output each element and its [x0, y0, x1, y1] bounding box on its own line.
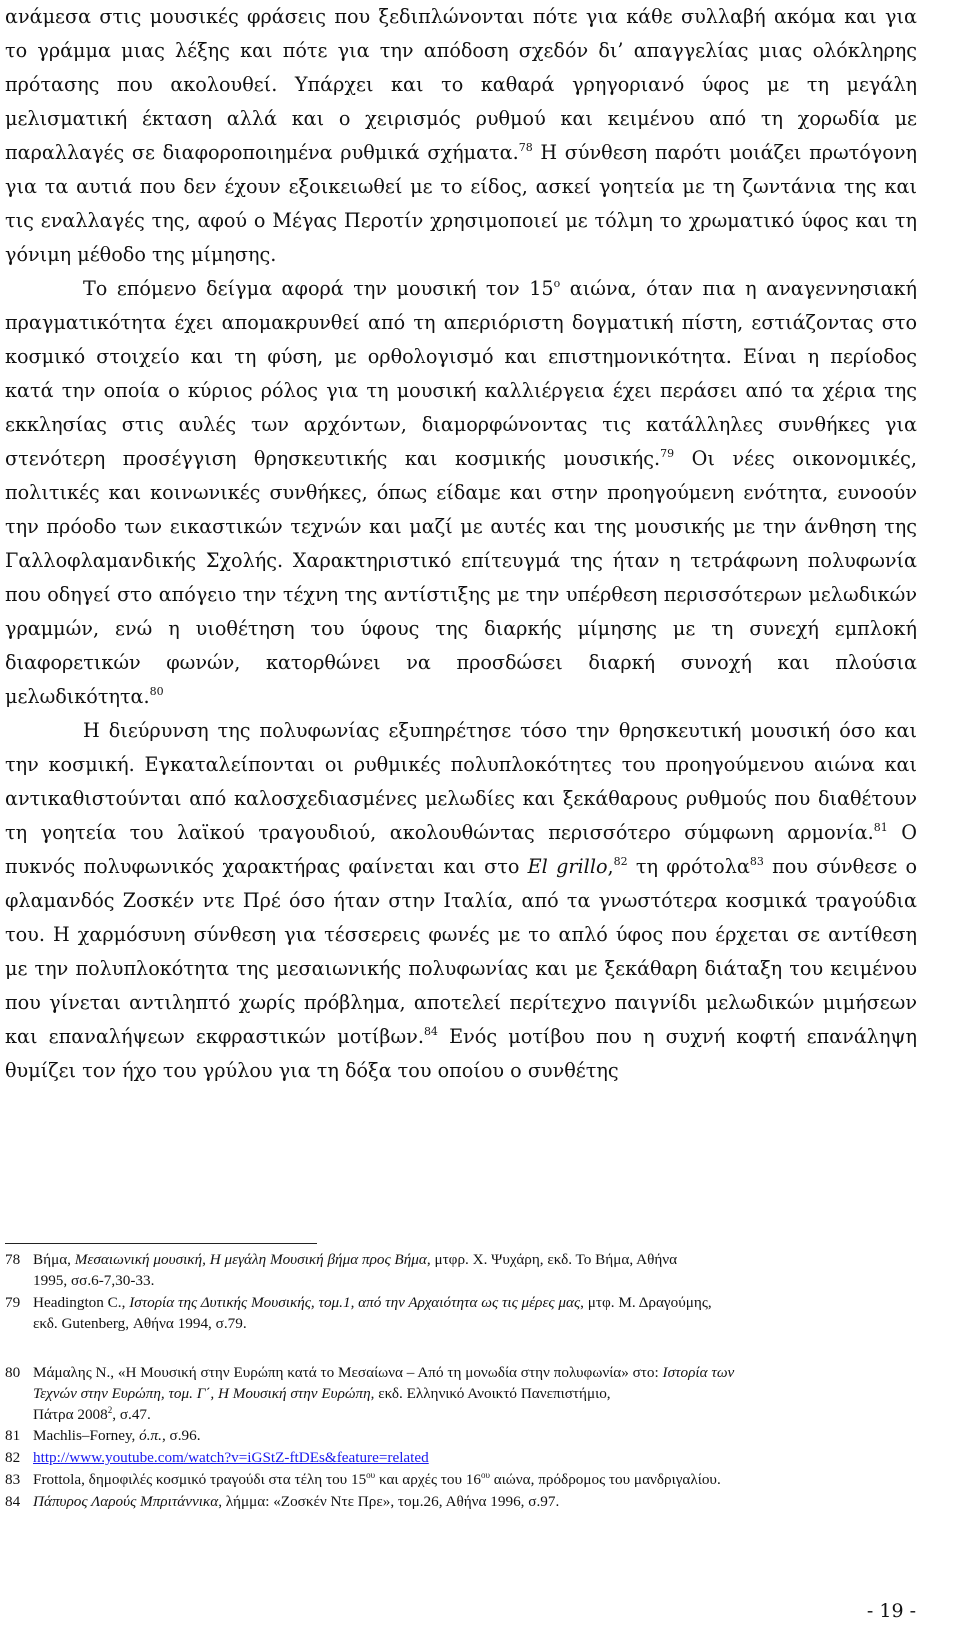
footnote-number: 84 — [5, 1493, 21, 1510]
text: που σύνθεσε ο φλαμανδός Ζοσκέν ντε Πρέ όσο ήταν στην Ιταλία, από τα γνωστότερα κοσμικά τραγούδια του. Η χαρμόσυνη σύνθεση για τέσσερεις φωνές με το απλό ύφος που έρχεται σε αντίθεση με την πολυπλοκότητα της μεσαιωνικής πολυφωνίας και με ξεκάθαρη διάταξη του κειμένου που γίνεται αντιληπτό χωρίς πρόβλημα, αποτελεί περίτεχνο παιγνίδι μελωδικών μιμήσεων και επαναλήψεων εκφραστικών μοτίβων. — [5, 855, 917, 1048]
text: αιώνα, όταν πια η αναγεννησιακή πραγματικότητα έχει απομακρυνθεί από τη απεριόριστη δογματική πίστη, εστιάζοντας στο κοσμικό στοιχείο και τη φύση, με ορθολογισμό και επιστημονικότητα. Είναι η περίοδος κατά την οποία ο κύριος ρόλος για τη μουσική καλλιέργεια έχει περάσει από τα χέρια της εκκλησίας στις αυλές των αρχόντων, διαμορφώνοντας τις κατάλληλες συνθήκες για στενότερη προσέγγιση θρησκευτικής και κοσμικής μουσικής. — [5, 277, 917, 470]
footnote-continuation: εκδ. Gutenberg, Αθήνα 1994, σ.79. — [33, 1315, 247, 1332]
footnote-ref-82[interactable]: 82 — [613, 855, 628, 868]
song-title: El grillo — [527, 855, 608, 878]
text: , μτφ. Μ. Δραγούμης, — [580, 1294, 712, 1311]
text: , σ.47. — [112, 1406, 151, 1423]
text: , λήμμα: «Ζοσκέν Ντε Πρε», τομ.26, Αθήνα 1996, σ.97. — [218, 1493, 560, 1510]
footnote-79 — [5, 1292, 925, 1334]
citation-title: Τεχνών στην Ευρώπη, τομ. Γ΄, Η Μουσική στην Ευρώπη — [33, 1385, 371, 1402]
citation-title: Πάπυρος Λαρούς Μπριτάννικα — [33, 1493, 219, 1510]
text: Η διεύρυνση της πολυφωνίας εξυπηρέτησε τόσο την θρησκευτική μουσική όσο και την κοσμική. Εγκαταλείπονται οι ρυθμικές πολυπλοκότητες του προηγούμενου αιώνα και αντικαθιστούνται από καλοσχεδιασμένες μελωδίες και ξεκάθαρους ρυθμούς που διαθέτουν τη γοητεία του λαϊκού τραγουδιού, ακολουθώντας περισσότερο σύμφωνη αρμονία. — [5, 719, 917, 844]
footnote-number: 81 — [5, 1427, 21, 1444]
edition-superscript: 2 — [107, 1405, 113, 1415]
citation-abbrev: ό.π. — [139, 1427, 162, 1444]
footnote-ref-81[interactable]: 81 — [873, 821, 888, 834]
paragraph-1 — [5, 0, 917, 272]
text: , — [607, 855, 614, 878]
text: Ενός μοτίβου που η συχνή κοφτή επανάληψη θυμίζει τον ήχο του γρύλου για τη δόξα του οποίου ο συνθέτης — [5, 1025, 917, 1082]
text: , εκδ. Ελληνικό Ανοικτό Πανεπιστήμιο, — [370, 1385, 611, 1402]
text: Ο πυκνός πολυφωνικός χαρακτήρας φαίνεται και στο — [5, 821, 917, 878]
ordinal-superscript: ου — [480, 1470, 490, 1480]
footnote-ref-78[interactable]: 78 — [518, 141, 533, 154]
text: Machlis–Forney, — [33, 1427, 140, 1444]
footnote-83 — [5, 1469, 925, 1490]
text: Το επόμενο δείγμα αφορά την μουσική τον 15 — [83, 277, 554, 300]
text: τη φρότολα — [627, 855, 750, 878]
footnote-ref-83[interactable]: 83 — [749, 855, 764, 868]
footnote-84 — [5, 1491, 925, 1512]
citation-title: Μεσαιωνική μουσική, Η μεγάλη Μουσική βήμα προς Βήμα — [74, 1251, 427, 1268]
footnote-number: 78 — [5, 1251, 21, 1268]
footnote-80 — [5, 1362, 925, 1425]
footnote-ref-84[interactable]: 84 — [423, 1025, 438, 1038]
citation-title: Ιστορία των — [662, 1364, 735, 1381]
text: Βήμα, — [33, 1251, 75, 1268]
footnote-ref-79[interactable]: 79 — [660, 447, 675, 460]
footnote-continuation: 1995, σσ.6-7,30-33. — [33, 1272, 155, 1289]
text: αιώνα, πρόδρομος του μανδριγαλίου. — [489, 1471, 721, 1488]
footnote-number: 82 — [5, 1449, 21, 1466]
text: Η σύνθεση παρότι μοιάζει πρωτόγονη για τα αυτιά που δεν έχουν εξοικειωθεί με το είδος, ασκεί γοητεία με τη ζωντάνια της και τις εναλλαγές της, αφού ο Μέγας Περοτίν χρησιμοποιεί με τόλμη το χρωματικό ύφος και τη γόνιμη μέθοδο της μίμησης. — [5, 141, 917, 266]
footnote-separator — [5, 1243, 317, 1244]
ordinal-superscript: ο — [553, 277, 561, 290]
text: και αρχές του 16 — [375, 1471, 481, 1488]
footnote-number: 83 — [5, 1471, 21, 1488]
text: Οι νέες οικονομικές, πολιτικές και κοινωνικές συνθήκες, όπως είδαμε και στην προηγούμενη ενότητα, ευνοούν την πρόοδο των εικαστικών τεχνών και μαζί με αυτές και της μουσικής με την άνθηση της Γαλλοφλαμανδικής Σχολής. Χαρακτηριστικό επίτευγμά της ήταν η τετράφωνη πολυφωνία που οδηγεί στο απόγειο την τέχνη της αντίστιξης με την υπέρθεση περισσότερων μελωδικών γραμμών, ενώ η υιοθέτηση του ύφους της διαρκής μίμησης με τη συνεχή εμπλοκή διαφορετικών φωνών, κατορθώνει να προσδώσει διαρκή συνοχή και πλούσια μελωδικότητα. — [5, 447, 918, 708]
paragraph-3 — [5, 714, 917, 1088]
footnote-ref-80[interactable]: 80 — [149, 685, 164, 698]
footnote-78 — [5, 1249, 925, 1291]
footnote-number: 79 — [5, 1294, 21, 1311]
citation-title: Ιστορία της Δυτικής Μουσικής, τομ.1, από την Αρχαιότητα ως τις μέρες μας — [129, 1294, 581, 1311]
text: , μτφρ. Χ. Ψυχάρη, εκδ. Το Βήμα, Αθήνα — [426, 1251, 678, 1268]
footnote-82 — [5, 1447, 925, 1468]
footnote-number: 80 — [5, 1364, 21, 1381]
paragraph-2 — [5, 272, 917, 714]
text: ανάμεσα στις μουσικές φράσεις που ξεδιπλώνονται πότε για κάθε συλλαβή ακόμα και για το γράμμα μιας λέξης και πότε για την απόδοση σχεδόν δι’ απαγγελίας μιας ολόκληρης πρότασης που ακολουθεί. Υπάρχει και το καθαρά γρηγοριανό ύφος με τη μεγάλη μελισματική έκταση αλλά και ο χειρισμός ρυθμού και κειμένου από τη χορωδία με παραλλαγές σε διαφοροποιημένα ρυθμικά σχήματα. — [5, 5, 917, 164]
text: Frottola, δημοφιλές κοσμικό τραγούδι στα τέλη του 15 — [33, 1471, 367, 1488]
text: , σ.96. — [161, 1427, 201, 1444]
text: Headington C., — [33, 1294, 130, 1311]
youtube-link[interactable]: http://www.youtube.com/watch?v=iGStZ-ftDEs&feature=related — [33, 1449, 429, 1466]
text: Μάμαλης Ν., «Η Μουσική στην Ευρώπη κατά το Μεσαίωνα – Από τη μονωδία στην πολυφωνία» στο: — [33, 1364, 663, 1381]
text: Πάτρα 2008 — [33, 1406, 108, 1423]
document-body — [5, 0, 917, 1088]
page-number: - 19 - — [866, 1600, 916, 1622]
footnote-81 — [5, 1425, 925, 1446]
ordinal-superscript: ου — [366, 1470, 376, 1480]
